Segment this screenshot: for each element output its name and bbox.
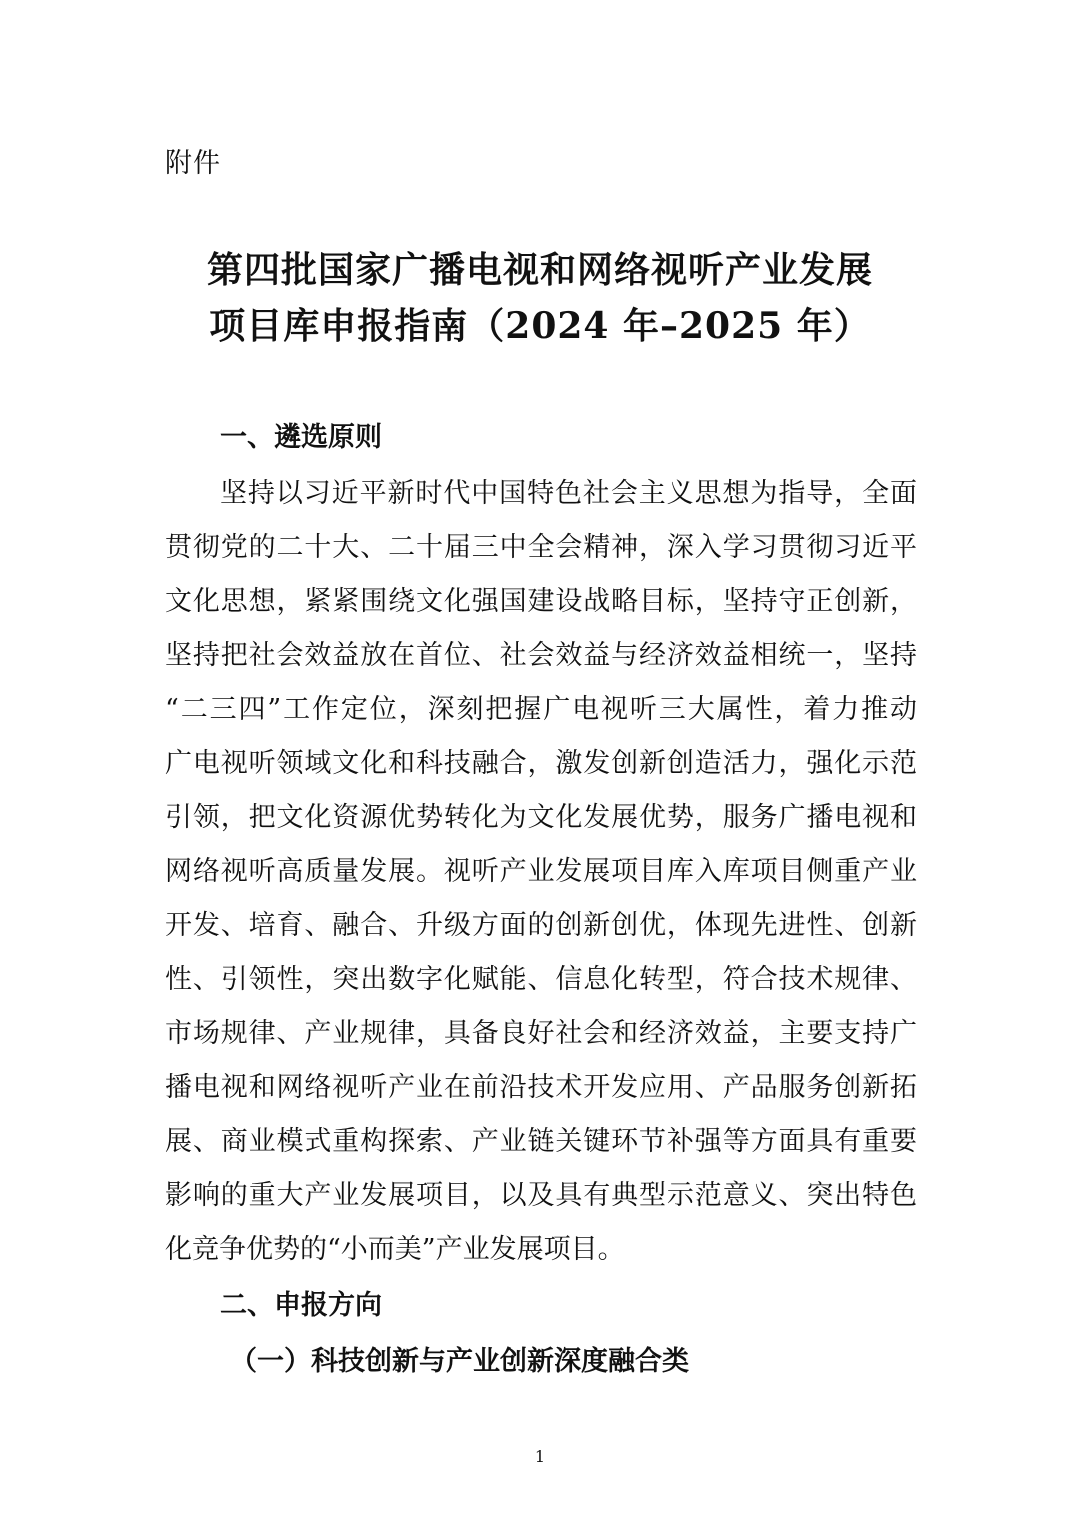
body-line: 展、商业模式重构探索、产业链关键环节补强等方面具有重要 — [165, 1126, 917, 1157]
body-line: 市场规律、产业规律，具备良好社会和经济效益，主要支持广 — [165, 1018, 917, 1049]
subsection-heading: （一）科技创新与产业创新深度融合类 — [230, 1346, 689, 1377]
body-line: 文化思想，紧紧围绕文化强国建设战略目标，坚持守正创新， — [165, 586, 917, 617]
body-line: 引领，把文化资源优势转化为文化发展优势，服务广播电视和 — [165, 802, 917, 833]
body-line: 贯彻党的二十大、二十届三中全会精神，深入学习贯彻习近平 — [165, 532, 917, 563]
attachment-label: 附件 — [165, 148, 221, 179]
body-line: 影响的重大产业发展项目，以及具有典型示范意义、突出特色 — [165, 1180, 917, 1211]
body-line: 坚持把社会效益放在首位、社会效益与经济效益相统一，坚持 — [165, 640, 917, 671]
body-line: “二三四”工作定位，深刻把握广电视听三大属性，着力推动 — [165, 694, 917, 725]
body-line: 坚持以习近平新时代中国特色社会主义思想为指导，全面 — [220, 478, 917, 509]
body-line: 性、引领性，突出数字化赋能、信息化转型，符合技术规律、 — [165, 964, 917, 995]
body-line: 化竞争优势的“小而美”产业发展项目。 — [165, 1234, 625, 1265]
document-title-line-1: 第四批国家广播电视和网络视听产业发展 — [206, 249, 873, 291]
section-heading-selection-principles: 一、遴选原则 — [220, 422, 382, 453]
body-line: 广电视听领域文化和科技融合，激发创新创造活力，强化示范 — [165, 748, 917, 779]
body-line: 开发、培育、融合、升级方面的创新创优，体现先进性、创新 — [165, 910, 917, 941]
document-title-line-2: 项目库申报指南（2024 年–2025 年） — [209, 305, 871, 347]
section-heading-application-directions: 二、申报方向 — [220, 1290, 382, 1321]
body-line: 播电视和网络视听产业在前沿技术开发应用、产品服务创新拓 — [165, 1072, 917, 1103]
page-number: 1 — [534, 1447, 546, 1466]
body-line: 网络视听高质量发展。视听产业发展项目库入库项目侧重产业 — [165, 856, 917, 887]
